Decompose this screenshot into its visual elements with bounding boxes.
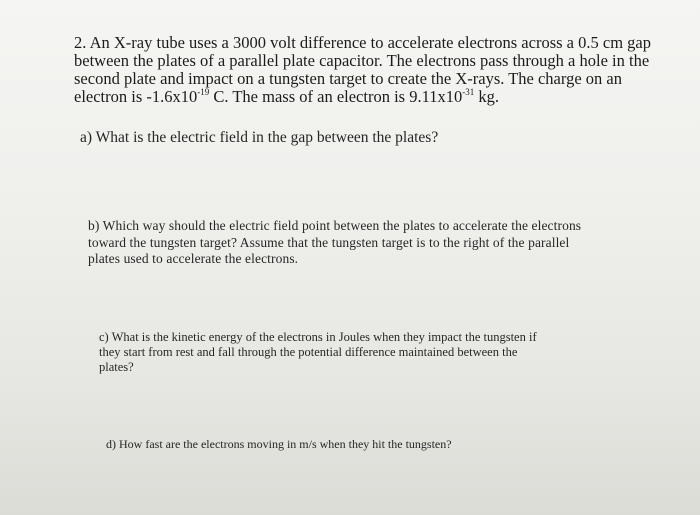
question-line-1: 2. An X-ray tube uses a 3000 volt difference to accelerate electrons across a 0.5 cm gap [74,33,651,52]
mass-exponent: -31 [462,87,475,97]
charge-exponent: -19 [197,87,210,97]
question-line-4: electron is $-1.6x10^{-19}$ C. The mass of an electron is $9.11x10^{-31}$ kg. [74,87,499,106]
part-b-question: b) Which way should the electric field point between the plates to accelerate the electrons toward the tungsten target? Assume that the tungsten target is to the right of the parallel plates used to accelerate the electrons. [88,218,582,266]
question-line-3: second plate and impact on a tungsten target to create the X-rays. The charge on an [74,69,622,88]
part-d-question: d) How fast are the electrons moving in m/s when they hit the tungsten? [106,437,452,451]
question-number: 2. [74,33,87,52]
question-line-2: between the plates of a parallel plate capacitor. The electrons pass through a hole in the [74,51,650,70]
question-2-statement [74,34,674,106]
part-c-question: c) What is the kinetic energy of the electrons in Joules when they impact the tungsten if they start from rest and fall through the potential difference maintained between the plates? [99,330,537,374]
part-a-question: a) What is the electric field in the gap between the plates? [80,129,439,146]
